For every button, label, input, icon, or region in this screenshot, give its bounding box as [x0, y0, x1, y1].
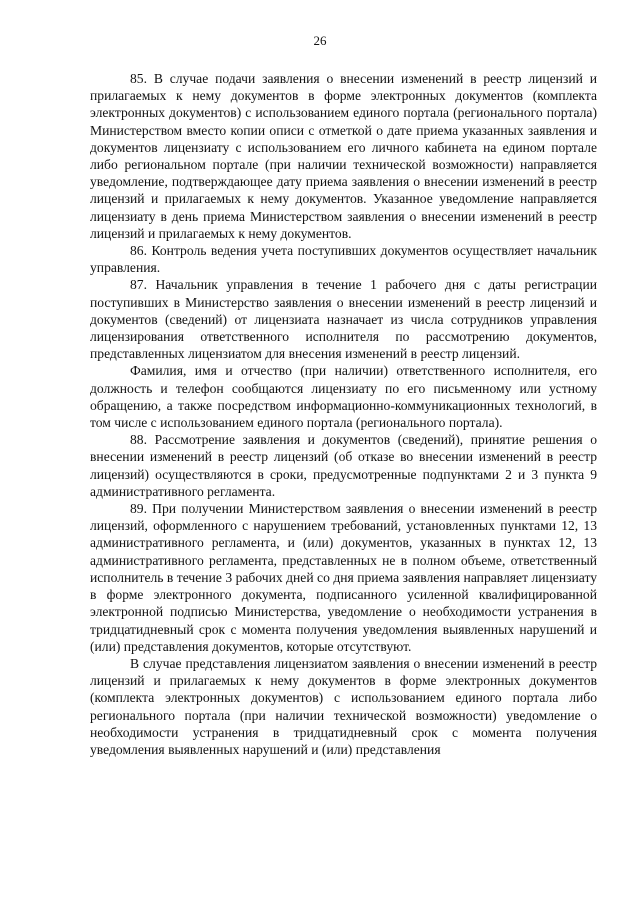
paragraph-85: 85. В случае подачи заявления о внесении изменений в реестр лицензий и прилагаемых к нему документов в форме электронных документов (комплекта электронных документов) с использованием единого портала (регионального портала) Министерством вместо копии описи с отметкой о дате приема указанных заявления и документов лицензиату с использованием его личного кабинета на едином портале либо региональном портале (при наличии технической возможности) направляется уведомление, подтверждающее дату приема заявления о внесении изменений в реестр лицензий и прилагаемых к нему документов. Указанное уведомление направляется лицензиату в день приема Министерством заявления о внесении изменений в реестр лицензий и прилагаемых к нему документов. — [90, 71, 597, 241]
paragraph-87: 87. Начальник управления в течение 1 рабочего дня с даты регистрации поступивших в Министерство заявления о внесении изменений в реестр лицензий и документов (сведений) от лицензиата назначает из числа сотрудников управления лицензирования ответственного исполнителя по рассмотрению документов, представленных лицензиатом для внесения изменений в реестр лицензий. — [90, 277, 597, 362]
paragraph-87-contact-info: Фамилия, имя и отчество (при наличии) ответственного исполнителя, его должность и телефон сообщаются лицензиату по его письменному или устному обращению, а также посредством информационно-коммуникационных технологий, в том числе с использованием единого портала (регионального портала). — [90, 363, 597, 431]
paragraph-89-electronic-submission: В случае представления лицензиатом заявления о внесении изменений в реестр лицензий и прилагаемых к нему документов в форме электронных документов (комплекта электронных документов) с использованием единого портала либо регионального портала (при наличии технической возможности) уведомление о необходимости устранения в тридцатидневный срок с момента получения уведомления выявленных нарушений и (или) представления — [90, 655, 597, 757]
page-number: 26 — [313, 33, 327, 48]
document-body — [90, 70, 597, 758]
paragraph-89: 89. При получении Министерством заявления о внесении изменений в реестр лицензий, оформленного с нарушением требований, установленных пунктами 12, 13 административного регламента, и (или) документов, указанных в пунктах 12, 13 административного регламента, представленных не в полном объеме, ответственный исполнитель в течение 3 рабочих дней со дня приема заявления направляет лицензиату в форме электронного документа, подписанного усиленной квалифицированной электронной подписью Министерства, уведомление о необходимости устранения в тридцатидневный срок с момента получения уведомления выявленных нарушений и (или) представления документов, которые отсутствуют. — [90, 501, 597, 654]
paragraph-86: 86. Контроль ведения учета поступивших документов осуществляет начальник управления. — [90, 243, 597, 276]
paragraph-88: 88. Рассмотрение заявления и документов (сведений), принятие решения о внесении изменений в реестр лицензий (об отказе во внесении изменений в реестр лицензий) осуществляются в сроки, предусмотренные подпунктами 2 и 3 пункта 9 административного регламента. — [90, 432, 597, 499]
